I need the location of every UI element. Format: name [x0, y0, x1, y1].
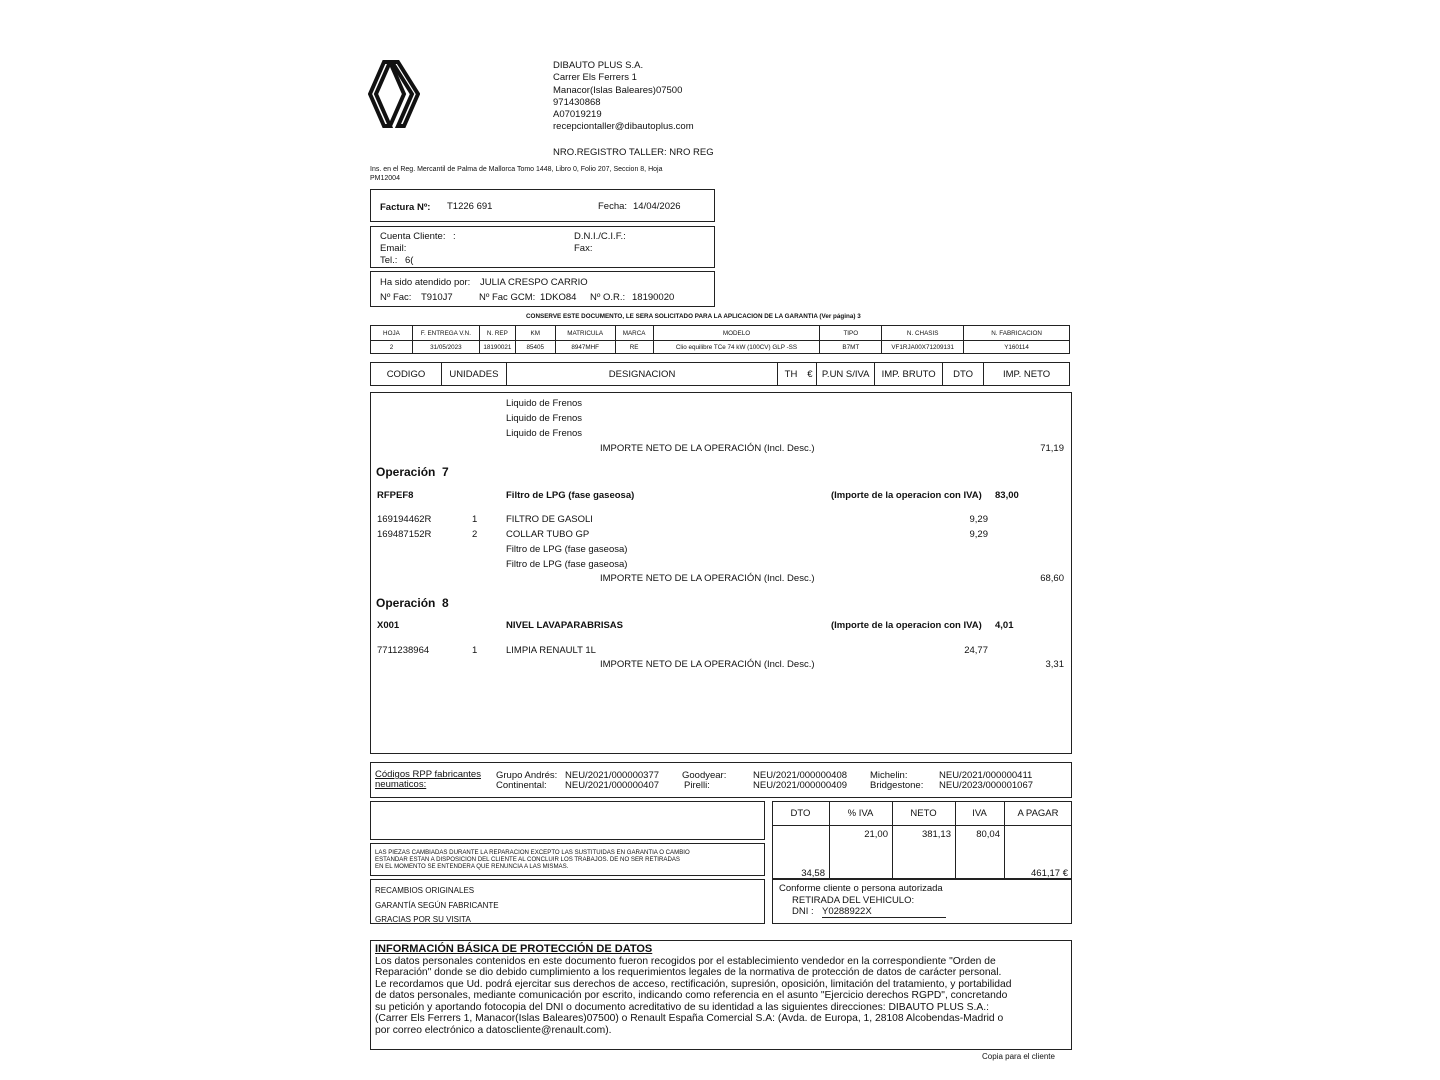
fecha-value: 14/04/2026 [633, 201, 681, 212]
vehicle-value-row [371, 341, 1070, 354]
privacy-line-7: por correo electrónico a datoscliente@renault.com). [375, 1024, 612, 1036]
tel-label: Tel.: [380, 255, 398, 266]
garantia-fabricante: GARANTÍA SEGÚN FABRICANTE [375, 900, 499, 910]
vehicle-header-hoja: HOJA [371, 326, 413, 341]
vehicle-hoja: 2 [371, 341, 413, 354]
vehicle-header-nrep: N. REP [479, 326, 515, 341]
privacy-line-3: Le recordamos que Ud. podrá ejercitar sus derechos de acceso, rectificación, supresión, oposición, limitación del tratamiento, y portabilidad [375, 978, 1012, 990]
col-unidades: UNIDADES [441, 363, 506, 386]
op7-code: RFPEF8 [377, 490, 414, 501]
rpp-label-2: neumaticos: [375, 779, 427, 790]
vehicle-header-marca: MARCA [615, 326, 653, 341]
client-box [370, 226, 715, 268]
signature-line-2: RETIRADA DEL VEHICULO: [792, 895, 915, 906]
factura-label: Factura Nº: [380, 202, 431, 213]
pirelli-label: Pirelli: [684, 780, 710, 791]
r3-desc: Filtro de LPG (fase gaseosa) [506, 544, 628, 555]
op8-title-label: Operación [376, 596, 436, 610]
r5-desc: LIMPIA RENAULT 1L [506, 645, 596, 656]
op8-code: X001 [377, 620, 400, 631]
dni-label: D.N.I./C.I.F.: [574, 231, 626, 242]
gcm-label: Nº Fac GCM: [479, 292, 536, 303]
warranty-note: CONSERVE ESTE DOCUMENTO, LE SERA SOLICITADO PARA LA APLICACION DE LA GARANTIA (Ver página) 3 [526, 313, 861, 320]
email-label: Email: [380, 243, 407, 254]
company-city: Manacor(Islas Baleares)07500 [553, 84, 683, 96]
r4-desc: Filtro de LPG (fase gaseosa) [506, 559, 628, 570]
totals-header-iva: IVA [972, 808, 987, 819]
op7-iva-label: (Importe de la operacion con IVA) [831, 490, 982, 501]
importe-value-2: 68,60 [1040, 573, 1064, 584]
col-codigo: CODIGO [371, 363, 442, 386]
privacy-line-4: de datos personales, mediante comunicación por escrito, indicando como referencia en el asunto "Ejercicio derechos RGPD", concretando [375, 990, 1008, 1001]
mercantil-line-1: Ins. en el Reg. Mercantil de Palma de Mallorca Tomo 1448, Libro 0, Folio 207, Seccion 8, Hoja [370, 166, 663, 173]
r2-units: 2 [472, 529, 478, 540]
fax-label: Fax: [574, 243, 593, 254]
cuenta-value: : [453, 231, 456, 242]
r2-code: 169487152R [377, 529, 432, 540]
r1-units: 1 [472, 514, 478, 525]
grupo-andres-label: Grupo Andrés: [496, 770, 558, 781]
privacy-text [375, 944, 1011, 1036]
rpp-label-1: Códigos RPP fabricantes [375, 769, 481, 780]
vehicle-header-km: KM [515, 326, 555, 341]
renault-logo [368, 60, 420, 128]
r1-desc: FILTRO DE GASOLI [506, 514, 593, 525]
r5-units: 1 [472, 645, 478, 656]
bridgestone-label: Bridgestone: [870, 780, 924, 791]
privacy-line-2: Reparación" donde se dio debido cumplimiento a los requerimientos legales de la normativa de protección de datos de carácter personal. [375, 967, 1002, 978]
bridgestone-value: NEU/2023/000001067 [939, 780, 1034, 791]
cuenta-label: Cuenta Cliente: [380, 231, 446, 242]
vehicle-fentrega: 31/05/2023 [412, 341, 479, 354]
factura-value: T1226 691 [447, 201, 493, 212]
goodyear-label: Goodyear: [682, 770, 727, 781]
vehicle-modelo: Clio equilibre TCe 74 kW (100CV) GLP -SS [653, 341, 820, 354]
company-phone: 971430868 [553, 96, 601, 108]
grupo-andres-value: NEU/2021/000000377 [565, 770, 660, 781]
r5-code: 7711238964 [377, 645, 430, 656]
totals-apagar: 461,17 € [1031, 868, 1068, 879]
attended-name: JULIA CRESPO CARRIO [480, 277, 588, 288]
pieces-note-2: ESTANDAR ESTAN A DISPOSICION DEL CLIENTE AL CONCLUIR LOS TRABAJOS. DE NO SER RETIRADAS [375, 856, 680, 863]
op8-number: 8 [442, 596, 449, 610]
col-bruto: IMP. BRUTO [875, 363, 943, 386]
line-liquido-3: Liquido de Frenos [506, 428, 583, 439]
op7-desc: Filtro de LPG (fase gaseosa) [506, 490, 635, 501]
op7-iva-value: 83,00 [995, 490, 1019, 501]
vehicle-km: 85405 [515, 341, 555, 354]
importe-label-1: IMPORTE NETO DE LA OPERACIÓN (Incl. Desc.) [600, 443, 815, 454]
nfac-label: Nº Fac: [380, 292, 412, 303]
vehicle-fabricacion: Y160114 [964, 341, 1070, 354]
vehicle-table [370, 325, 1070, 354]
fecha-label: Fecha: [598, 201, 628, 212]
op8-iva-value: 4,01 [995, 620, 1014, 631]
vehicle-marca: RE [615, 341, 653, 354]
registro-taller: NRO.REGISTRO TALLER: NRO REG [553, 147, 714, 158]
continental-value: NEU/2021/000000407 [565, 780, 660, 791]
op8-iva-label: (Importe de la operacion con IVA) [831, 620, 982, 631]
michelin-label: Michelin: [870, 770, 908, 781]
line-liquido-2: Liquido de Frenos [506, 413, 583, 424]
pieces-note-1: LAS PIEZAS CAMBIADAS DURANTE LA REPARACION EXCEPTO LAS SUSTITUIDAS EN GARANTIA O CAMBIO [375, 849, 690, 856]
or-value: 18190020 [632, 292, 675, 303]
r1-price: 9,29 [969, 514, 988, 525]
vehicle-header-modelo: MODELO [653, 326, 820, 341]
op7-title [376, 465, 449, 479]
r2-desc: COLLAR TUBO GP [506, 529, 590, 540]
r1-code: 169194462R [377, 514, 432, 525]
company-name: DIBAUTO PLUS S.A. [553, 60, 644, 71]
observations-box [370, 801, 765, 840]
mercantil-info [370, 166, 662, 183]
importe-value-3: 3,31 [1045, 659, 1064, 670]
op8-title [376, 596, 449, 610]
vehicle-header-row [371, 326, 1070, 341]
vehicle-tipo: B7MT [820, 341, 882, 354]
totals-iva-pct: 21,00 [864, 829, 888, 840]
totals-header-neto: NETO [910, 808, 937, 819]
signature-line-1: Conforme cliente o persona autorizada [779, 883, 943, 894]
mercantil-line-2: PM12004 [370, 174, 400, 182]
vehicle-header-tipo: TIPO [820, 326, 882, 341]
col-euro: € [804, 363, 817, 386]
op8-desc: NIVEL LAVAPARABRISAS [506, 620, 624, 631]
vehicle-chasis: VF1RJA00X71209131 [882, 341, 964, 354]
pieces-note-3: EN EL MOMENTO SE ENTENDERA QUE RENUNCIA A LAS MISMAS. [375, 863, 569, 870]
invoice-box [370, 189, 715, 222]
privacy-line-5: su petición y aportando fotocopia del DNI o documento acreditativo de su identidad a las siguientes direcciones: DIBAUTO PLUS S.A.: [375, 1001, 989, 1013]
line-liquido-1: Liquido de Frenos [506, 398, 583, 409]
op7-number: 7 [442, 465, 449, 479]
privacy-title: INFORMACIÓN BÁSICA DE PROTECCIÓN DE DATOS [375, 943, 653, 955]
totals-header-iva-pct: % IVA [847, 808, 874, 819]
vehicle-matricula: 8947MHF [555, 341, 615, 354]
totals-dto: 34,58 [801, 868, 825, 879]
vehicle-header-fabricacion: N. FABRICACION [964, 326, 1070, 341]
signature-dni-label: DNI : [792, 906, 814, 917]
col-dto: DTO [943, 363, 984, 386]
rpp-label [375, 770, 481, 790]
signature-dni-value: Y0288922X [822, 906, 946, 918]
totals-iva: 80,04 [976, 829, 1000, 840]
vehicle-header-fentrega: F. ENTREGA V.N. [412, 326, 479, 341]
michelin-value: NEU/2021/000000411 [939, 770, 1033, 781]
gracias-visita: GRACIAS POR SU VISITA [375, 915, 471, 924]
vehicle-header-matricula: MATRICULA [555, 326, 615, 341]
continental-label: Continental: [496, 780, 547, 791]
company-cif: A07019219 [553, 109, 602, 121]
vehicle-nrep: 18190021 [479, 341, 515, 354]
company-block [553, 60, 694, 134]
pieces-note [375, 849, 690, 870]
totals-header-divider [772, 825, 1072, 826]
nfac-value: T910J7 [421, 292, 453, 303]
vehicle-header-chasis: N. CHASIS [882, 326, 964, 341]
goodyear-value: NEU/2021/000000408 [753, 770, 848, 781]
tel-value: 6( [405, 255, 414, 266]
pirelli-value: NEU/2021/000000409 [753, 780, 848, 791]
totals-neto: 381,13 [921, 829, 951, 840]
company-street: Carrer Els Ferrers 1 [553, 72, 637, 84]
r2-price: 9,29 [969, 529, 988, 540]
gcm-value: 1DKO84 [540, 292, 577, 303]
col-designacion: DESIGNACION [506, 363, 777, 386]
totals-header-dto: DTO [790, 808, 811, 819]
privacy-line-6: (Carrer Els Ferrers 1, Manacor(Islas Baleares)07500) o Renault España Comercial S.A: (Avda. de Europa, 1, 28108 Alcobendas-Madrid o [375, 1013, 1004, 1024]
attended-label: Ha sido atendido por: [380, 277, 471, 288]
totals-header-apagar: A PAGAR [1017, 808, 1059, 819]
recambios-originales: RECAMBIOS ORIGINALES [375, 886, 475, 895]
copy-note: Copia para el cliente [982, 1052, 1055, 1061]
col-pun: P.UN S/IVA [817, 363, 875, 386]
attended-box [370, 271, 715, 307]
lines-header [370, 362, 1070, 386]
importe-label-2: IMPORTE NETO DE LA OPERACIÓN (Incl. Desc.) [600, 573, 815, 584]
importe-label-3: IMPORTE NETO DE LA OPERACIÓN (Incl. Desc.) [600, 659, 815, 670]
col-th: TH [778, 363, 804, 386]
col-neto: IMP. NETO [984, 363, 1070, 386]
op7-title-label: Operación [376, 465, 436, 479]
footer-left-text [375, 884, 499, 928]
r5-price: 24,77 [964, 645, 988, 656]
importe-value-1: 71,19 [1040, 443, 1064, 454]
company-email: recepciontaller@dibautoplus.com [553, 121, 694, 133]
or-label: Nº O.R.: [590, 292, 626, 303]
privacy-line-1: Los datos personales contenidos en este documento fueron recogidos por el establecimiento vendedor en la correspondiente "Orden de [375, 955, 996, 967]
